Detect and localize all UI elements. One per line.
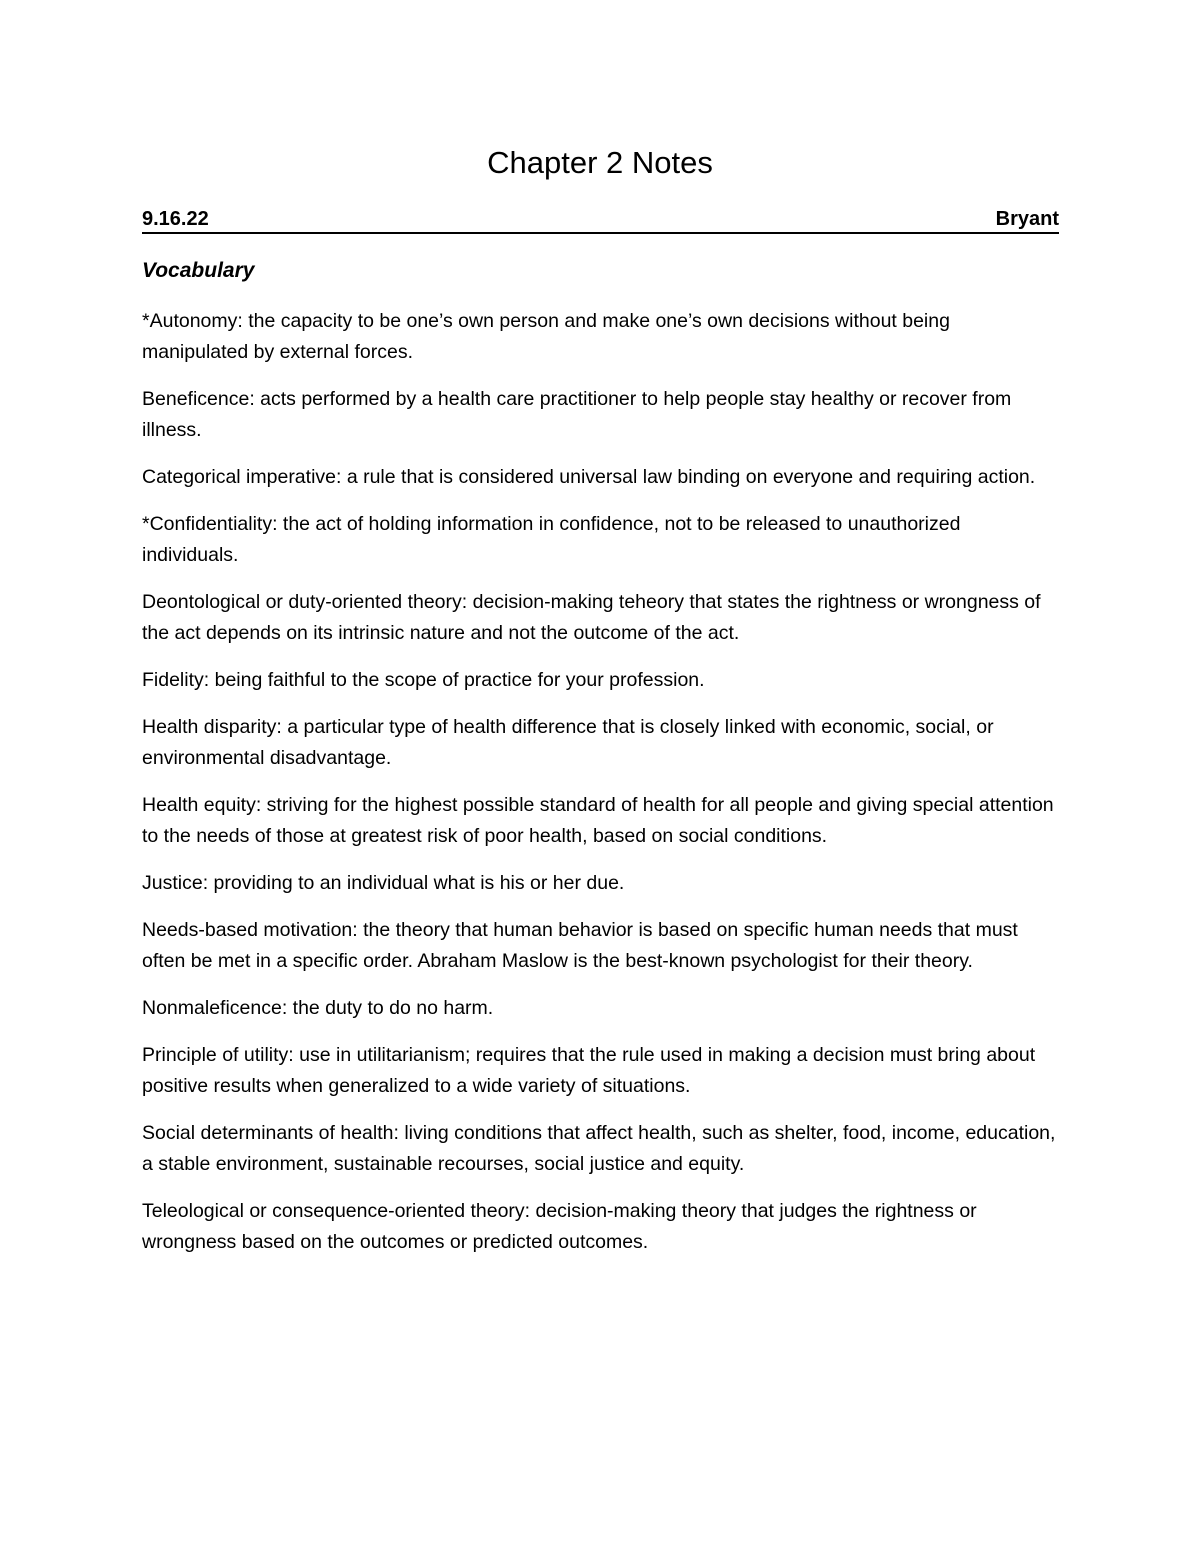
vocabulary-list bbox=[142, 306, 1060, 1274]
vocabulary-term: Social determinants of health: living conditions that affect health, such as shelter, food, income, education, a stable environment, sustainable recourses, social justice and equity. bbox=[142, 1122, 1056, 1175]
vocabulary-term: Health equity: striving for the highest possible standard of health for all people and giving special attention to the needs of those at greatest risk of poor health, based on social conditions. bbox=[142, 794, 1054, 847]
header-row bbox=[142, 206, 1059, 234]
vocabulary-term: Fidelity: being faithful to the scope of practice for your profession. bbox=[142, 669, 705, 691]
vocabulary-term: Health disparity: a particular type of health difference that is closely linked with economic, social, or environmental disadvantage. bbox=[142, 716, 994, 769]
header-divider bbox=[142, 232, 1059, 234]
vocabulary-term: Categorical imperative: a rule that is considered universal law binding on everyone and requiring action. bbox=[142, 466, 1036, 488]
vocabulary-term: Nonmaleficence: the duty to do no harm. bbox=[142, 997, 494, 1019]
vocabulary-term: Justice: providing to an individual what is his or her due. bbox=[142, 872, 625, 894]
vocabulary-term: *Confidentiality: the act of holding information in confidence, not to be released to unauthorized individuals. bbox=[142, 513, 961, 566]
vocabulary-term: Needs-based motivation: the theory that human behavior is based on specific human needs that must often be met in a specific order. Abraham Maslow is the best-known psychologist for their theory. bbox=[142, 919, 1018, 972]
vocabulary-term: Deontological or duty-oriented theory: decision-making teheory that states the rightness or wrongness of the act depends on its intrinsic nature and not the outcome of the act. bbox=[142, 591, 1041, 644]
page-title: Chapter 2 Notes bbox=[487, 145, 713, 180]
header-author: Bryant bbox=[995, 208, 1059, 230]
section-heading: Vocabulary bbox=[142, 259, 255, 282]
vocabulary-term: Beneficence: acts performed by a health care practitioner to help people stay healthy or recover from illness. bbox=[142, 388, 1012, 441]
header-date: 9.16.22 bbox=[142, 208, 209, 230]
vocabulary-term: Teleological or consequence-oriented theory: decision-making theory that judges the rightness or wrongness based on the outcomes or predicted outcomes. bbox=[142, 1200, 977, 1253]
vocabulary-term: *Autonomy: the capacity to be one’s own person and make one’s own decisions without being manipulated by external forces. bbox=[142, 310, 950, 363]
vocabulary-term: Principle of utility: use in utilitarianism; requires that the rule used in making a decision must bring about positive results when generalized to a wide variety of situations. bbox=[142, 1044, 1036, 1097]
